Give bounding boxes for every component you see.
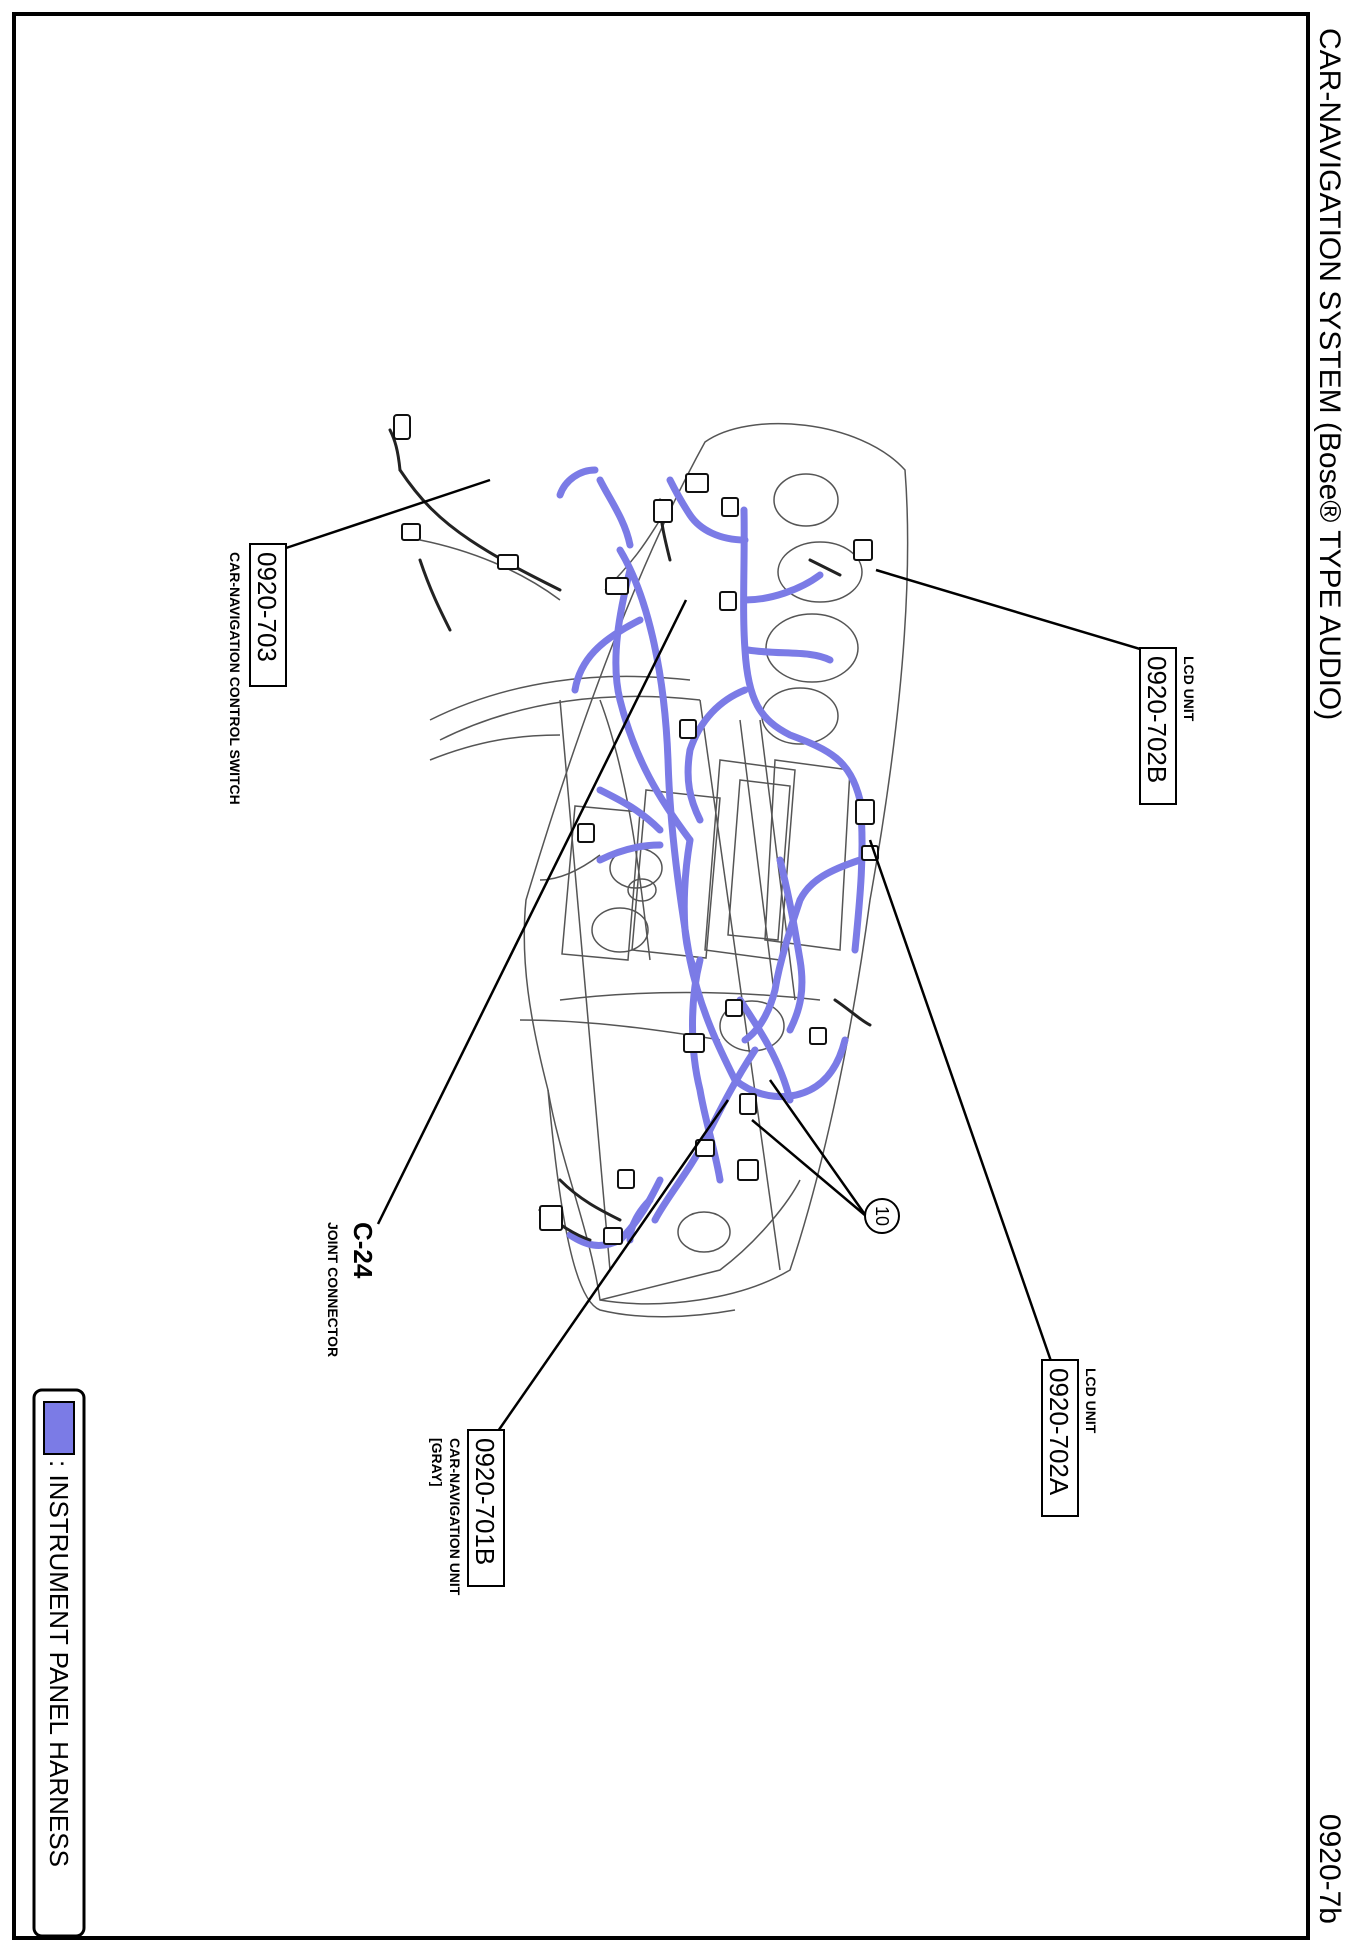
callout-code: 0920-703: [252, 552, 282, 662]
page-title: CAR-NAVIGATION SYSTEM (Bose® TYPE AUDIO): [1313, 28, 1346, 721]
callout-description: LCD UNIT: [1083, 1368, 1099, 1434]
callout-description-2: [GRAY]: [429, 1438, 445, 1487]
callout-0920-701b: [429, 1430, 504, 1596]
callout-code: 0920-702B: [1142, 656, 1172, 784]
callout-description: LCD UNIT: [1181, 656, 1197, 722]
callout-10: [865, 1199, 899, 1233]
callout-code: 10: [872, 1205, 892, 1227]
page-number: 0920-7b: [1313, 1813, 1346, 1924]
callout-0920-702a: [1042, 1360, 1099, 1516]
callout-description: CAR-NAVIGATION CONTROL SWITCH: [227, 552, 243, 805]
leader-lines: [286, 480, 1150, 1434]
callout-description: JOINT CONNECTOR: [325, 1222, 341, 1358]
callout-description: CAR-NAVIGATION UNIT: [447, 1438, 463, 1596]
callout-code: 0920-701B: [470, 1438, 500, 1566]
legend-swatch: [44, 1402, 74, 1454]
callout-code: 0920-702A: [1044, 1368, 1074, 1496]
callout-0920-702b: [1140, 648, 1197, 804]
callout-code: C-24: [348, 1222, 378, 1279]
callout-c-24: [325, 1222, 378, 1357]
page-border: [14, 14, 1308, 1938]
legend-label: : INSTRUMENT PANEL HARNESS: [44, 1460, 74, 1867]
legend: [34, 1390, 84, 1936]
callout-0920-703: [227, 544, 286, 805]
